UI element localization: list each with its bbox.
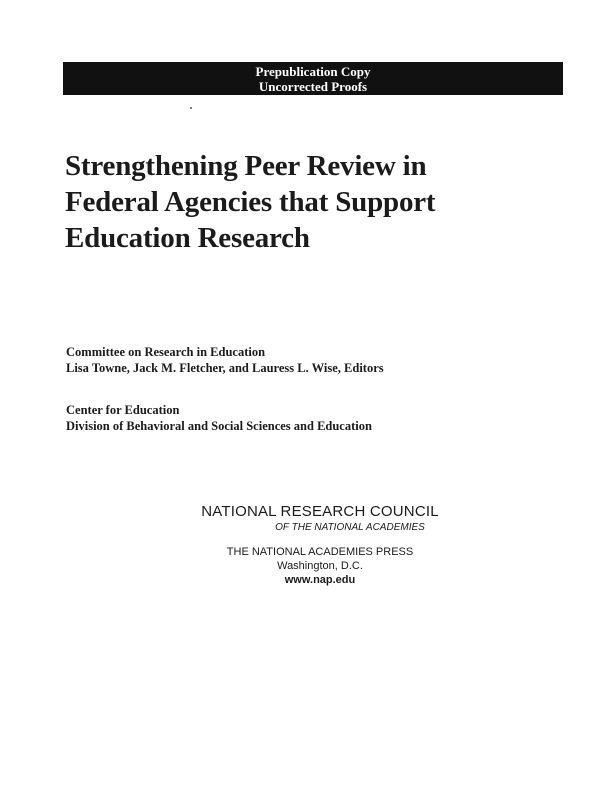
press-url: www.nap.edu <box>284 574 356 586</box>
title-line-1: Strengthening Peer Review in <box>65 150 427 182</box>
committee-name: Committee on Research in Education <box>66 345 266 359</box>
scan-speck <box>190 107 192 109</box>
committee-block <box>66 345 384 376</box>
prepublication-banner <box>63 62 563 95</box>
report-title <box>65 148 585 256</box>
title-line-3: Education Research <box>65 222 310 254</box>
banner-line-2: Uncorrected Proofs <box>258 79 368 94</box>
center-name: Center for Education <box>66 403 180 417</box>
title-line-2: Federal Agencies that Support <box>65 186 436 218</box>
center-block <box>66 403 372 434</box>
banner-line-1: Prepublication Copy <box>255 64 371 79</box>
council-subtitle: OF THE NATIONAL ACADEMIES <box>275 522 425 533</box>
press-name: THE NATIONAL ACADEMIES PRESS <box>226 546 414 558</box>
editors-line: Lisa Towne, Jack M. Fletcher, and Lauress L. Wise, Editors <box>66 360 384 375</box>
council-name: NATIONAL RESEARCH COUNCIL <box>201 503 439 520</box>
publisher-block <box>150 503 490 587</box>
division-name: Division of Behavioral and Social Sciences and Education <box>66 418 372 433</box>
press-city: Washington, D.C. <box>277 560 363 572</box>
